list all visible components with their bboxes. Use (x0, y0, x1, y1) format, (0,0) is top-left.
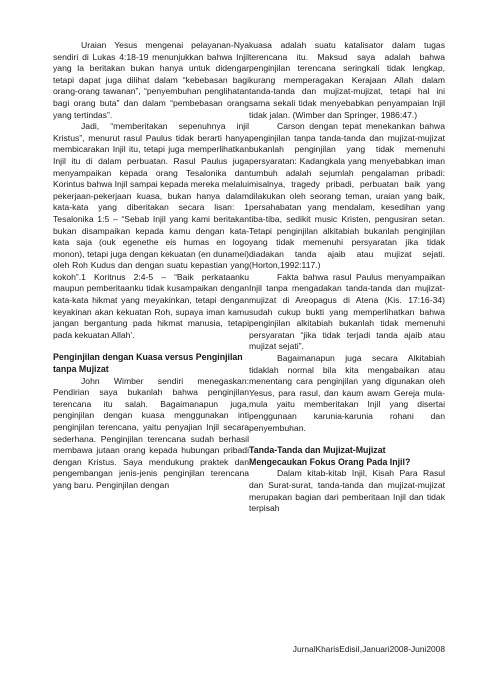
right-column (249, 40, 445, 515)
spacer (53, 341, 249, 352)
section-heading: Penginjilan dengan Kuasa versus Penginjilan tanpa Mujizat (53, 352, 243, 375)
section-heading: Tanda-Tanda dan Mujizat-Mujizat Mengecaukan Fokus Orang Pada Injil? (249, 445, 411, 467)
spacer (249, 434, 445, 445)
paragraph: kuasa adalah suatu katalisator dalam tugas terencana itu. Maksud saya adalah bahwa penginjilan terencana seringkali tidak lengkap, kurang memperagakan Kerajaan Allah dalam tanda-tanda dan mujizat-mujizat, tetapi hal ini sama sekali tidak menyebabkan penyampaian Injil tidak jalan. (Wimber dan Springer, 1986:47.) (249, 40, 445, 120)
left-column (53, 40, 249, 492)
paragraph: Bagaimanapun juga secara Alkitabiah tidaklah normal bila kita mengabaikan atau menentang cara penginjilan yang digunakan oleh Yesus, para rasul, dan kaum awam Gereja mula-mula yaitu memberitakan Injil yang disertai penggunaan karunia-karunia rohani dan penyembuhan. (249, 353, 445, 433)
paragraph: Carson dengan tepat menekankan bahwa penginjilan tanpa tanda-tanda dan mujizat-mujizat bukanlah penginjilan yang tidak memenuhi persyaratan: Kadangkala yang menyebabkan iman tumbuh adalah sejumlah pengalaman pribadi: misalnya, tragedy pribadi, perbuatan baik yang dilakukan oleh seorang teman, uraian yang baik, persahabatan yang mendalam, kesedihan yang tiba-tiba, sedikit music Kristen, pengusiran setan. Tetapi penginjilan alkitabiah bukanlah penginjilan yang tidak memenuhi persyaratan jika tidak diadakan tanda ajaib atau mujizat sejati. (Horton,1992:117.) (249, 121, 445, 271)
journal-footer: JurnalKharisEdisiI,Januari2008-Juni2008 (292, 644, 445, 654)
paragraph: Uraian Yesus mengenai pelayanan-Nya sendiri di Lukas 4:18-19 menunjukkan bahwa Injil yang la beritakan bukan hanya untuk didengar tetapi dapat juga dilihat dalam “kebebasan bagi orang-orang tawanan”, “penyembuhan penglihatan bagi orang buta” dan dalam “pembebasan orang yang tertindas”. (53, 40, 249, 120)
paragraph: Jadi, “memberitakan sepenuhnya injil Kristus”, menurut rasul Paulus tidak berarti hanya membicarakan Injil itu, tetapi juga memperlihatkan Injil itu di dalam perbuatan. Rasul Paulus juga menyampaikan kepada orang Tesalonika dan Korintus bahwa Injil sampai kepada mereka melalui pekerjaan-pekerjaan kuasa, bukan hanya dalam kata-kata yang diberitakan secara lisan: 1 Tesalonika 1:5 – “Sebab Injil yang kami beritakan bukan disampaikan kepada kamu dengan kata-kata saja (ouk egenethe eis humas en logo monon), tetapi juga dengan kekuatan (en dunamei) oleh Roh Kudus dan dengan suatu kepastian yang kokoh”.1 Koritnus 2:4-5 – “Baik perkataanku maupun pemberitaanku tidak kusampaikan dengan kata-kata hikmat yang meyakinkan, tetapi dengan keyakinan akan kekuatan Roh, supaya iman kamu jangan bergantung pada hikmat manusia, tetapi pada kekuatan Allah’. (53, 121, 249, 340)
paragraph: John Wimber sendiri menegaskan: Pendirian saya bukanlah bahwa penginjilan terencana itu salah. Bagaimanapun juga, penginjilan dengan kuasa menggunakan inti penginjilan terencana, yaitu penyajian Injil secara sederhana. Penginjilan terencana sudah berhasil membawa jutaan orang kepada hubungan pribadi dengan Kristus. Saya mendukung praktek dan pengembangan jenis-jenis penginjilan terencana yang baru. Penginjilan dengan (53, 375, 249, 490)
paragraph: Dalam kitab-kitab Injil, Kisah Para Rasul dan Surat-surat, tanda-tanda dan mujizat-mujizat merupakan bagian dari pemberitaan Injil dan tidak terpisah (249, 468, 445, 514)
paragraph: Fakta bahwa rasul Paulus menyampaikan Injil tanpa mengadakan tanda-tanda dan mujizat-mujizat di Areopagus di Atena (Kis. 17:16-34) sudah cukup bukti yang memperlihatkan bahwa penginjilan alkitabiah bukanlah tidak memenuhi persyaratan “jika tidak terjadi tanda ajaib atau mujizat sejati”. (249, 271, 445, 352)
